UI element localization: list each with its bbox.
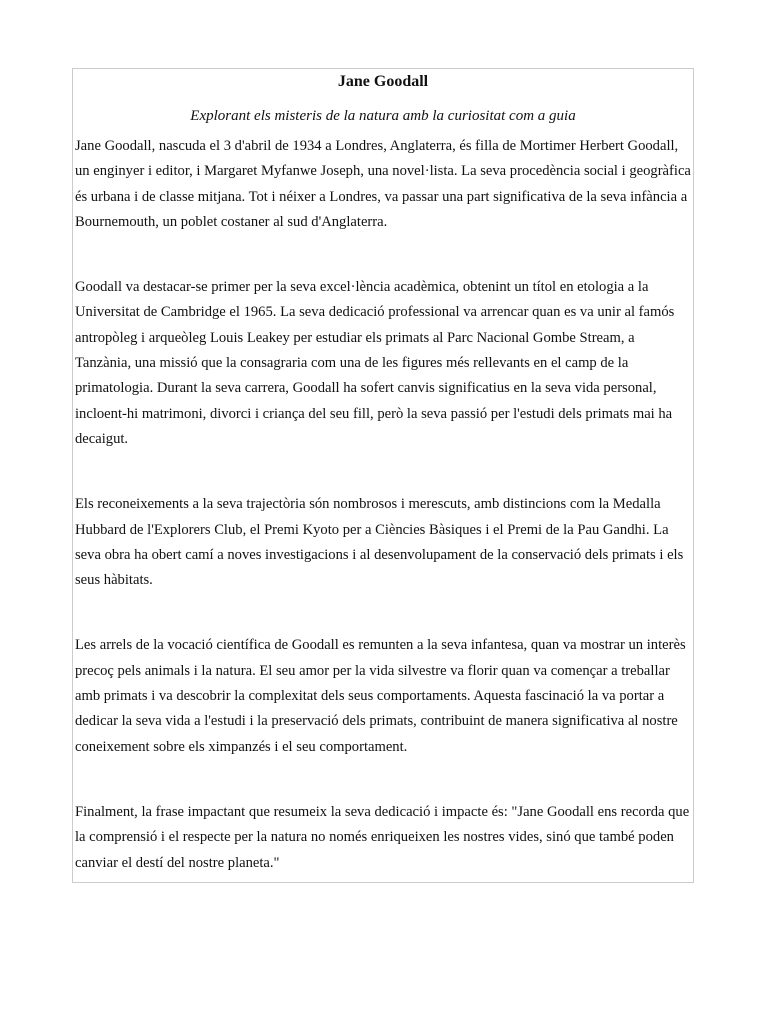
paragraph-awards: Els reconeixements a la seva trajectòria són nombrosos i merescuts, amb distincions com la Medalla Hubbard de l'Explorers Club, el Premi Kyoto per a Ciències Bàsiques i el Premi de la Pau Gandhi. La seva obra ha obert camí a noves investigacions i al desenvolupament de la conservació dels primats i els seus hàbitats. bbox=[75, 496, 684, 589]
paragraph-early-life: Jane Goodall, nascuda el 3 d'abril de 1934 a Londres, Anglaterra, és filla de Mortimer Herbert Goodall, un enginyer i editor, i Margaret Myfanwe Joseph, una novel·lista. La seva procedència social i geogràfica és urbana i de classe mitjana. Tot i néixer a Londres, va passar una part significativa de la seva infància a Bournemouth, un poblet costaner al sud d'Anglaterra. bbox=[75, 138, 691, 230]
paragraph-vocation: Les arrels de la vocació científica de Goodall es remunten a la seva infantesa, quan va mostrar un interès precoç pels animals i la natura. El seu amor per la vida silvestre va florir quan va començar a treballar amb primats i va descobrir la complexitat dels seus comportaments. Aquesta fascinació la va portar a dedicar la seva vida a l'estudi i la preservació dels primats, contribuint de manera significativa al nostre coneixement sobre els ximpanzés i el seu comportament. bbox=[75, 637, 686, 755]
document-subtitle: Explorant els misteris de la natura amb la curiositat com a guia bbox=[190, 108, 576, 124]
document-container bbox=[72, 68, 694, 883]
paragraph-career: Goodall va destacar-se primer per la seva excel·lència acadèmica, obtenint un títol en etologia a la Universitat de Cambridge el 1965. La seva dedicació professional va arrencar quan es va unir al famós antropòleg i arqueòleg Louis Leakey per estudiar els primats al Parc Nacional Gombe Stream, a Tanzània, una missió que la consagraria com una de les figures més rellevants en el camp de la primatologia. Durant la seva carrera, Goodall ha sofert canvis significatius en la seva vida personal, incloent-hi matrimoni, divorci i criança del seu fill, però la seva passió per l'estudi dels primats mai ha decaigut. bbox=[75, 279, 675, 447]
paragraph-closing-quote: Finalment, la frase impactant que resumeix la seva dedicació i impacte és: "Jane Goodall ens recorda que la comprensió i el respecte per la natura no només enriqueixen les nostres vides, sinó que també poden canviar el destí del nostre planeta." bbox=[75, 803, 690, 871]
document-title: Jane Goodall bbox=[337, 73, 429, 90]
